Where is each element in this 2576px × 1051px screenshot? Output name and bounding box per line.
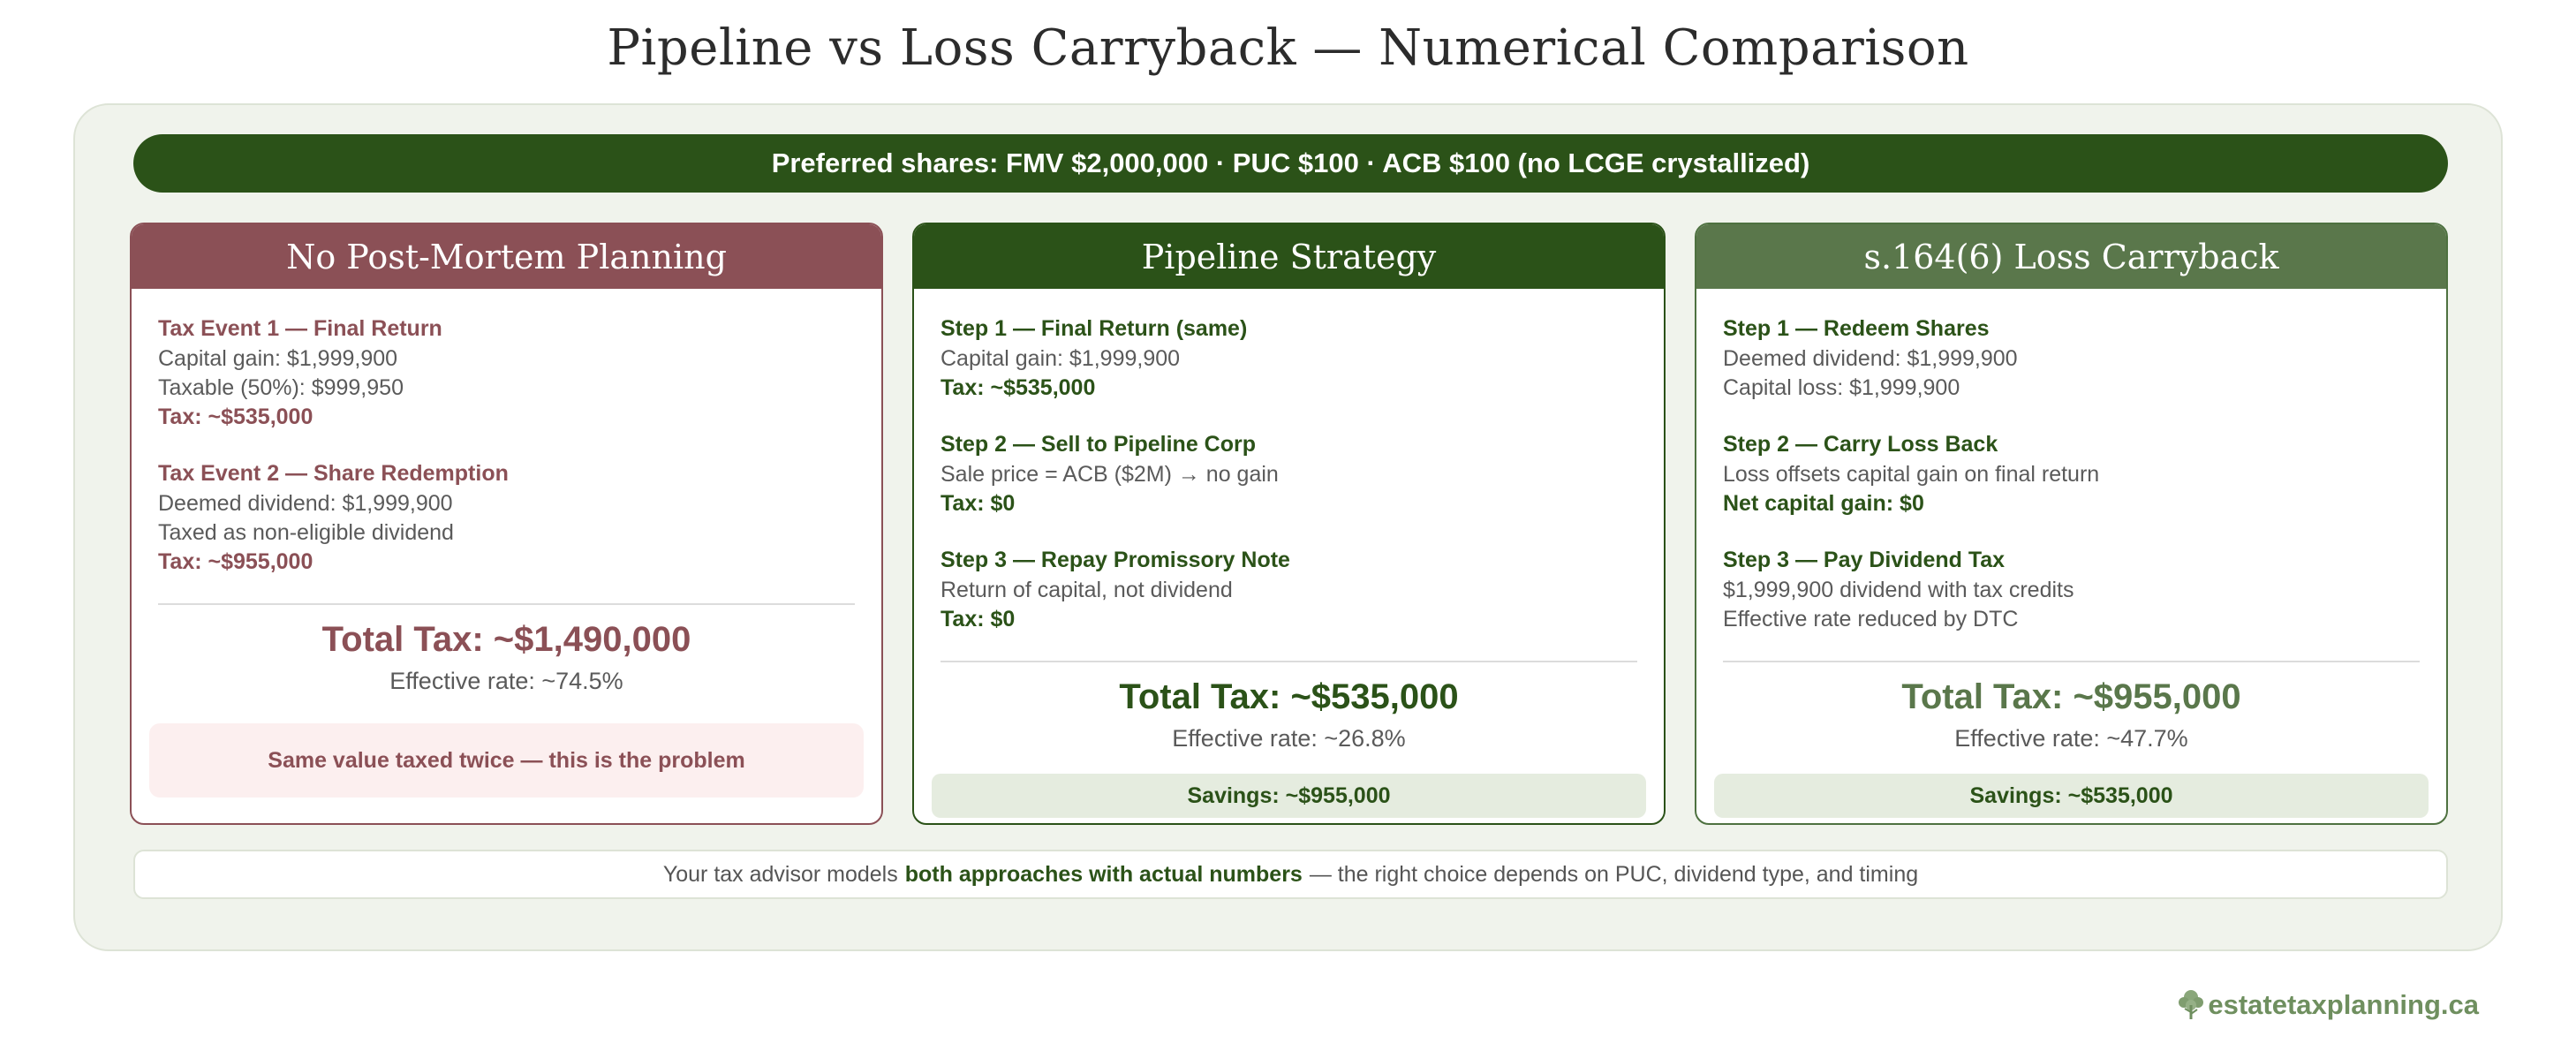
carryback-step-3	[1723, 545, 2420, 634]
savings-badge: Savings: ~$535,000	[1714, 774, 2429, 818]
effective-rate: Effective rate: ~47.7%	[1954, 725, 2188, 752]
panel-heading: Pipeline Strategy	[914, 224, 1664, 289]
effective-rate: Effective rate: ~26.8%	[1172, 725, 1406, 752]
step-line: Deemed dividend: $1,999,900	[1723, 346, 2018, 371]
pipeline-step-2	[941, 429, 1637, 518]
divider	[1723, 661, 2420, 662]
panel-loss-carryback	[1695, 223, 2448, 825]
effective-rate: Effective rate: ~74.5%	[389, 668, 623, 694]
total-tax: Total Tax: ~$955,000	[1901, 677, 2241, 716]
step-title: Step 3 — Repay Promissory Note	[941, 548, 1290, 572]
divider	[941, 661, 1637, 662]
step-line: Taxable (50%): $999,950	[158, 375, 404, 400]
panel-heading: s.164(6) Loss Carryback	[1696, 224, 2446, 289]
step-line: Sale price = ACB ($2M) → no gain	[941, 462, 1279, 487]
step-tax: Tax: $0	[941, 607, 1016, 631]
tax-event-1	[158, 314, 855, 432]
step-line: Capital gain: $1,999,900	[941, 346, 1181, 371]
panel-pipeline	[912, 223, 1666, 825]
step-line: Deemed dividend: $1,999,900	[158, 491, 453, 516]
step-line: $1,999,900 dividend with tax credits	[1723, 578, 2074, 602]
total-tax: Total Tax: ~$535,000	[1119, 677, 1459, 716]
footer-text-before: Your tax advisor models	[662, 861, 898, 887]
footer-text-after: — the right choice depends on PUC, dividend type, and timing	[1309, 861, 1919, 887]
step-title: Step 2 — Carry Loss Back	[1723, 432, 1998, 457]
step-line: Return of capital, not dividend	[941, 578, 1233, 602]
step-line: Loss offsets capital gain on final return	[1723, 462, 2100, 487]
savings-badge: Savings: ~$955,000	[932, 774, 1646, 818]
step-tax: Tax: $0	[941, 491, 1016, 516]
total-tax: Total Tax: ~$1,490,000	[321, 620, 691, 659]
problem-note: Same value taxed twice — this is the problem	[149, 723, 864, 798]
step-line: Effective rate reduced by DTC	[1723, 607, 2019, 631]
step-title: Tax Event 1 — Final Return	[158, 316, 442, 341]
step-tax: Tax: ~$535,000	[941, 375, 1096, 400]
step-line: Taxed as non-eligible dividend	[158, 520, 454, 545]
brand-logo	[2176, 987, 2479, 1023]
panel-heading: No Post-Mortem Planning	[132, 224, 881, 289]
shares-banner: Preferred shares: FMV $2,000,000 · PUC $100 · ACB $100 (no LCGE crystallized)	[133, 134, 2448, 193]
comparison-container	[73, 103, 2503, 951]
page-title: Pipeline vs Loss Carryback — Numerical Comparison	[607, 19, 1969, 77]
step-tax: Tax: ~$535,000	[158, 405, 314, 429]
carryback-step-1	[1723, 314, 2420, 403]
brand-name: estatetaxplanning.ca	[2208, 989, 2479, 1020]
pipeline-step-1	[941, 314, 1637, 403]
footer-note	[133, 850, 2448, 899]
step-title: Step 1 — Redeem Shares	[1723, 316, 1990, 341]
tax-event-2	[158, 458, 855, 577]
panel-no-planning	[130, 223, 883, 825]
step-title: Step 1 — Final Return (same)	[941, 316, 1248, 341]
pipeline-step-3	[941, 545, 1637, 634]
step-tax: Net capital gain: $0	[1723, 491, 1924, 516]
step-title: Step 3 — Pay Dividend Tax	[1723, 548, 2006, 572]
carryback-step-2	[1723, 429, 2420, 518]
footer-emphasis: both approaches with actual numbers	[904, 861, 1303, 887]
step-title: Step 2 — Sell to Pipeline Corp	[941, 432, 1257, 457]
tree-icon	[2176, 987, 2206, 1023]
step-title: Tax Event 2 — Share Redemption	[158, 461, 509, 486]
step-line: Capital loss: $1,999,900	[1723, 375, 1960, 400]
step-tax: Tax: ~$955,000	[158, 549, 314, 574]
step-line: Capital gain: $1,999,900	[158, 346, 398, 371]
divider	[158, 603, 855, 605]
